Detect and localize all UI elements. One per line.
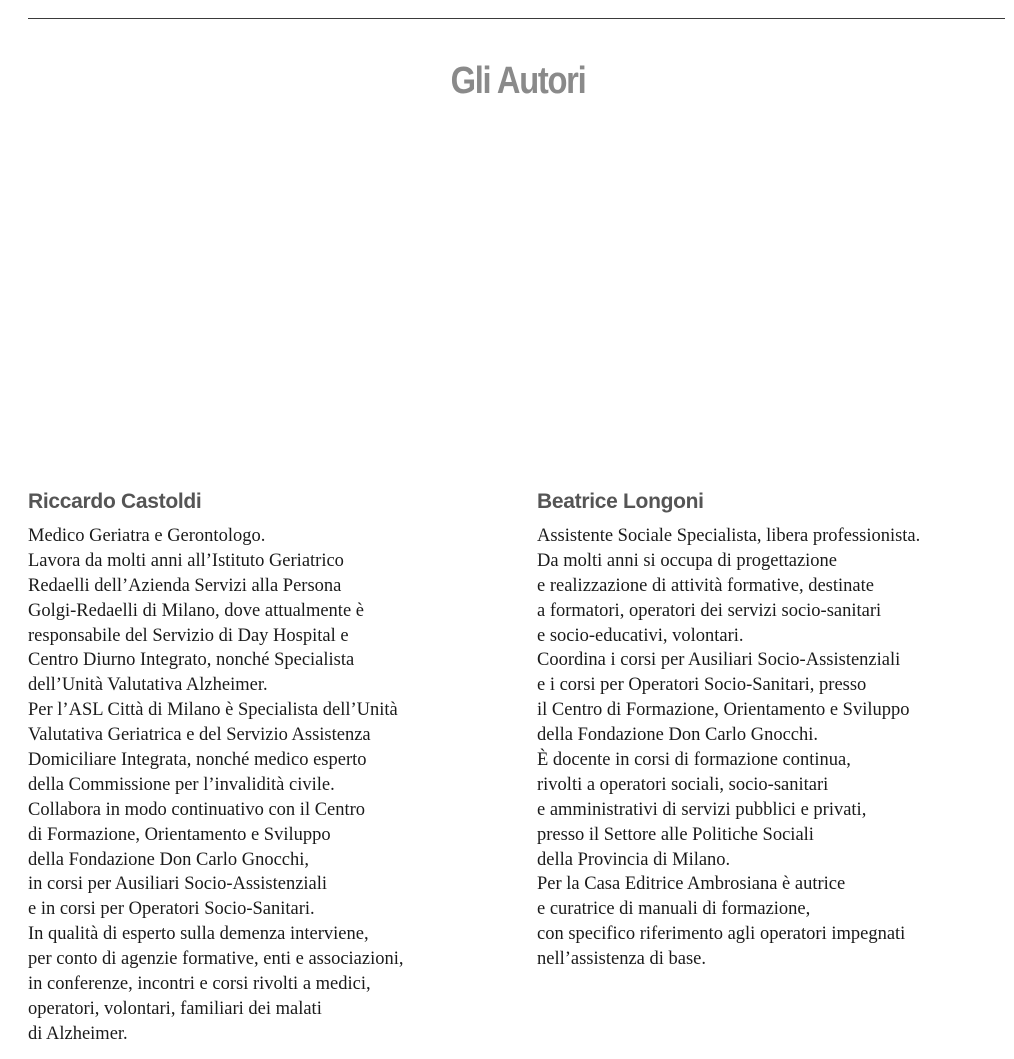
bio-line: il Centro di Formazione, Orientamento e Sviluppo <box>537 700 910 721</box>
author-name: Beatrice Longoni <box>537 490 704 513</box>
bio-line: presso il Settore alle Politiche Sociali <box>537 824 814 845</box>
bio-line: nell’assistenza di base. <box>537 949 707 970</box>
author-name: Riccardo Castoldi <box>28 490 202 513</box>
bio-line: e amministrativi di servizi pubblici e privati, <box>537 799 867 820</box>
author-section-longoni <box>537 489 1007 972</box>
page-title: Gli Autori <box>450 60 586 102</box>
bio-line: È docente in corsi di formazione continua, <box>537 750 851 771</box>
bio-line: della Commissione per l’invalidità civile. <box>28 774 335 795</box>
bio-line: Valutativa Geriatrica e del Servizio Assistenza <box>28 725 371 746</box>
bio-line: Redaelli dell’Azienda Servizi alla Persona <box>28 575 342 596</box>
bio-line: e socio-educativi, volontari. <box>537 625 744 646</box>
bio-line: di Formazione, Orientamento e Sviluppo <box>28 824 331 845</box>
bio-line: Da molti anni si occupa di progettazione <box>537 550 838 571</box>
bio-line: operatori, volontari, familiari dei malati <box>28 998 322 1019</box>
bio-line: Domiciliare Integrata, nonché medico esperto <box>28 750 367 771</box>
bio-line: Per l’ASL Città di Milano è Specialista dell’Unità <box>28 700 398 721</box>
bio-line: della Provincia di Milano. <box>537 849 731 870</box>
author-section-castoldi <box>28 489 518 1047</box>
top-divider <box>28 18 1005 19</box>
bio-line: Assistente Sociale Specialista, libera professionista. <box>537 526 921 546</box>
bio-line: In qualità di esperto sulla demenza interviene, <box>28 924 369 945</box>
bio-line: a formatori, operatori dei servizi socio-sanitari <box>537 600 882 621</box>
bio-line: e i corsi per Operatori Socio-Sanitari, presso <box>537 675 867 696</box>
bio-line: rivolti a operatori sociali, socio-sanitari <box>537 774 829 795</box>
bio-line: in corsi per Ausiliari Socio-Assistenziali <box>28 874 328 895</box>
bio-line: e in corsi per Operatori Socio-Sanitari. <box>28 899 315 920</box>
bio-line: in conferenze, incontri e corsi rivolti a medici, <box>28 974 371 995</box>
bio-line: Golgi-Redaelli di Milano, dove attualmente è <box>28 600 364 621</box>
bio-line: della Fondazione Don Carlo Gnocchi, <box>28 849 310 870</box>
bio-line: responsabile del Servizio di Day Hospital e <box>28 625 349 646</box>
bio-line: e curatrice di manuali di formazione, <box>537 899 811 920</box>
bio-line: Lavora da molti anni all’Istituto Geriatrico <box>28 550 344 571</box>
bio-line: Per la Casa Editrice Ambrosiana è autrice <box>537 874 846 895</box>
author-bio <box>537 524 1007 972</box>
bio-line: Centro Diurno Integrato, nonché Specialista <box>28 650 355 671</box>
bio-line: con specifico riferimento agli operatori impegnati <box>537 924 906 945</box>
bio-line: Collabora in modo continuativo con il Centro <box>28 799 366 820</box>
bio-line: dell’Unità Valutativa Alzheimer. <box>28 675 268 696</box>
bio-line: della Fondazione Don Carlo Gnocchi. <box>537 725 819 746</box>
bio-line: Medico Geriatra e Gerontologo. <box>28 526 266 546</box>
bio-line: per conto di agenzie formative, enti e associazioni, <box>28 949 404 970</box>
author-bio <box>28 524 518 1047</box>
bio-line: Coordina i corsi per Ausiliari Socio-Assistenziali <box>537 650 901 671</box>
bio-line: e realizzazione di attività formative, destinate <box>537 575 874 596</box>
bio-line: di Alzheimer. <box>28 1023 128 1044</box>
